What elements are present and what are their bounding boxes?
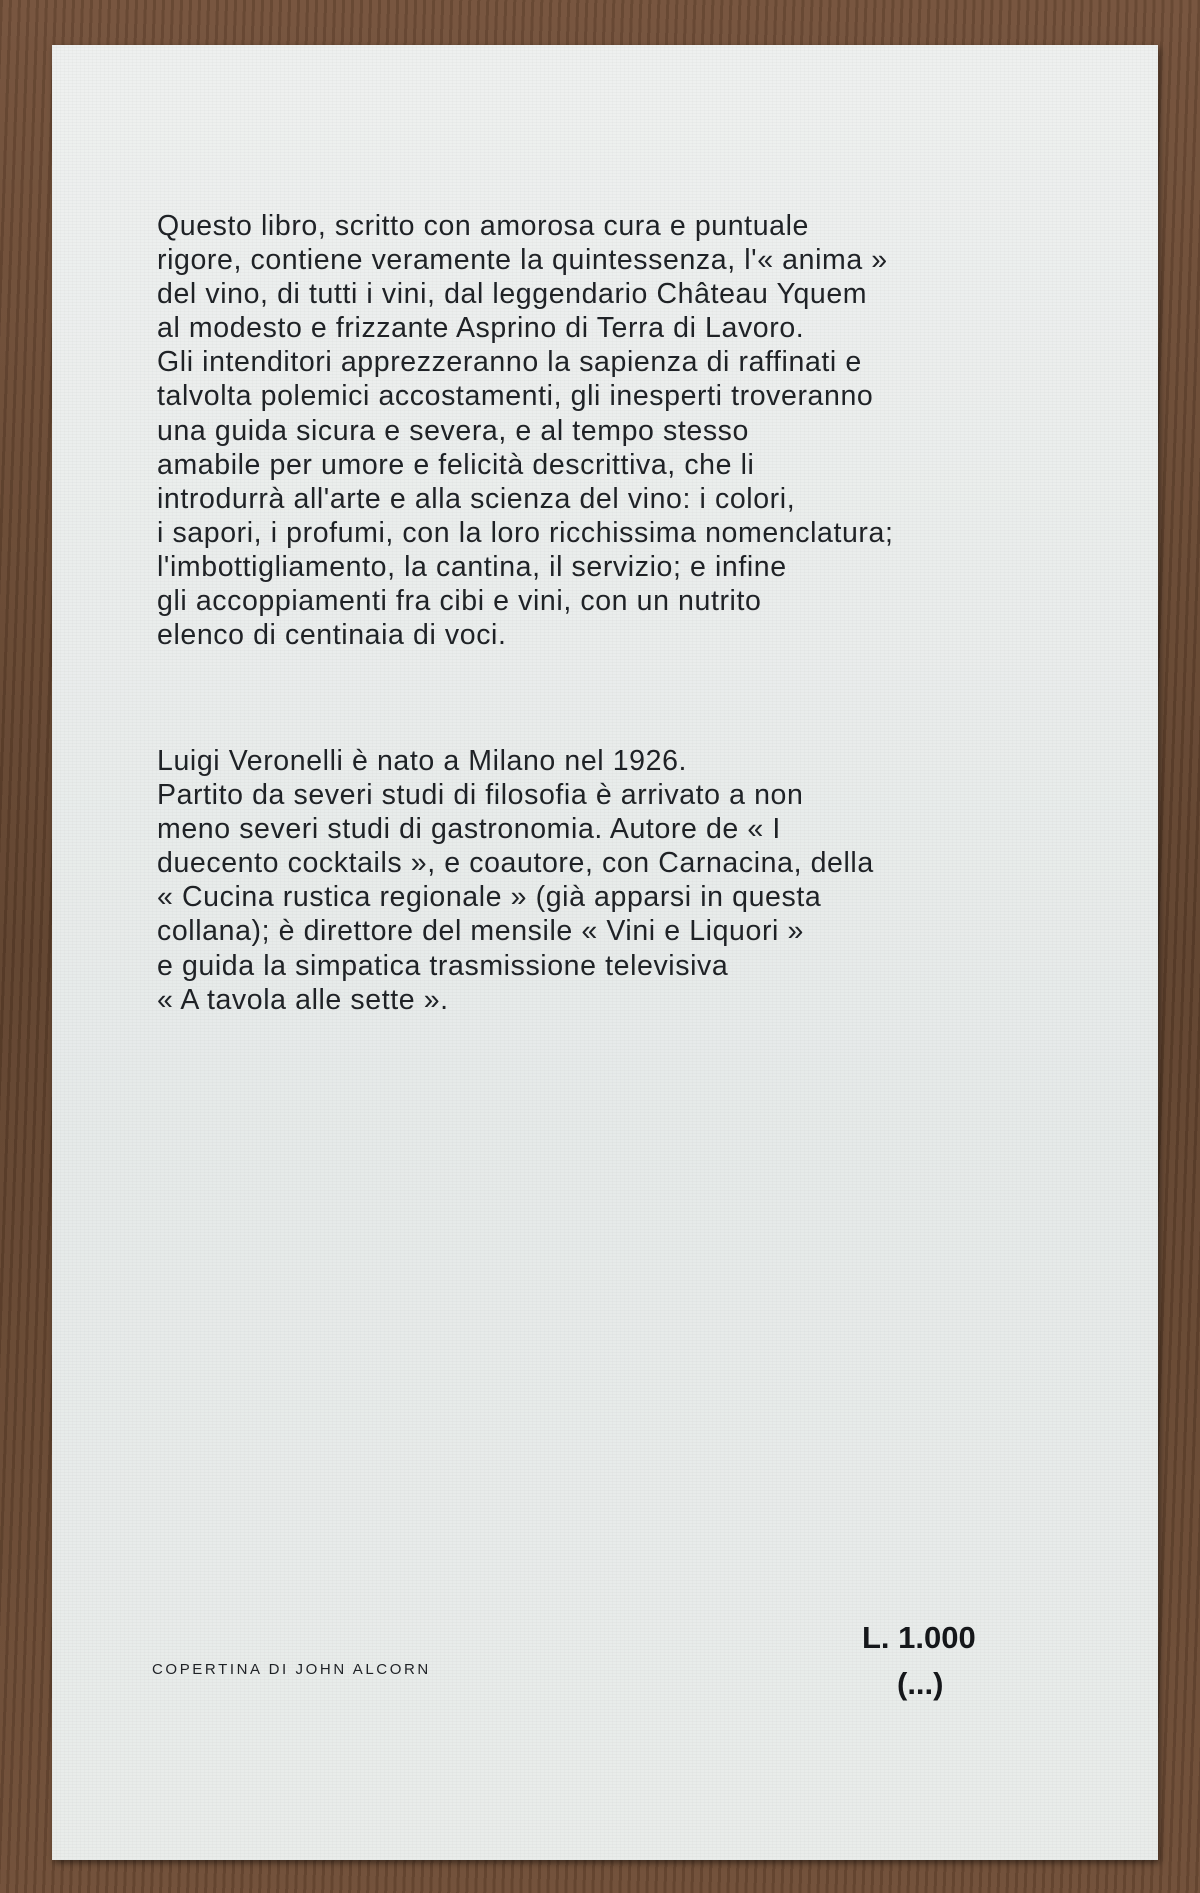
description-line: Gli intenditori apprezzeranno la sapienza di raffinati e bbox=[157, 346, 862, 379]
author-bio-line: collana); è direttore del mensile « Vini e Liquori » bbox=[157, 915, 804, 948]
description-line: Questo libro, scritto con amorosa cura e puntuale bbox=[157, 210, 809, 242]
description-line: introdurrà all'arte e alla scienza del vino: i colori, bbox=[157, 482, 796, 515]
cover-credit: COPERTINA DI JOHN ALCORN bbox=[152, 1661, 431, 1678]
description-line: al modesto e frizzante Asprino di Terra di Lavoro. bbox=[157, 312, 805, 345]
description-line: i sapori, i profumi, con la loro ricchissima nomenclatura; bbox=[157, 516, 894, 549]
author-bio-line: e guida la simpatica trasmissione televisiva bbox=[157, 949, 729, 982]
author-bio-line: Partito da severi studi di filosofia è arrivato a non bbox=[157, 779, 804, 812]
book-back-cover bbox=[52, 45, 1158, 1860]
description-line: l'imbottigliamento, la cantina, il servizio; e infine bbox=[157, 550, 787, 583]
description-line: amabile per umore e felicità descrittiva, che li bbox=[157, 448, 755, 481]
description-line: rigore, contiene veramente la quintessenza, l'« anima » bbox=[157, 244, 888, 277]
author-bio-line: Luigi Veronelli è nato a Milano nel 1926. bbox=[157, 745, 688, 777]
description-line: una guida sicura e severa, e al tempo stesso bbox=[157, 414, 749, 447]
author-bio bbox=[157, 744, 874, 1017]
author-bio-line: « Cucina rustica regionale » (già apparsi in questa bbox=[157, 881, 822, 914]
price-note: (...) bbox=[897, 1666, 944, 1701]
author-bio-line: « A tavola alle sette ». bbox=[157, 983, 449, 1016]
author-bio-line: duecento cocktails », e coautore, con Carnacina, della bbox=[157, 847, 874, 880]
description-line: talvolta polemici accostamenti, gli inesperti troveranno bbox=[157, 380, 874, 413]
price: L. 1.000 bbox=[862, 1620, 976, 1655]
book-description bbox=[157, 209, 894, 652]
author-bio-line: meno severi studi di gastronomia. Autore de « I bbox=[157, 813, 781, 846]
description-line: elenco di centinaia di voci. bbox=[157, 619, 507, 652]
description-line: gli accoppiamenti fra cibi e vini, con un nutrito bbox=[157, 585, 762, 618]
description-line: del vino, di tutti i vini, dal leggendario Château Yquem bbox=[157, 278, 868, 311]
